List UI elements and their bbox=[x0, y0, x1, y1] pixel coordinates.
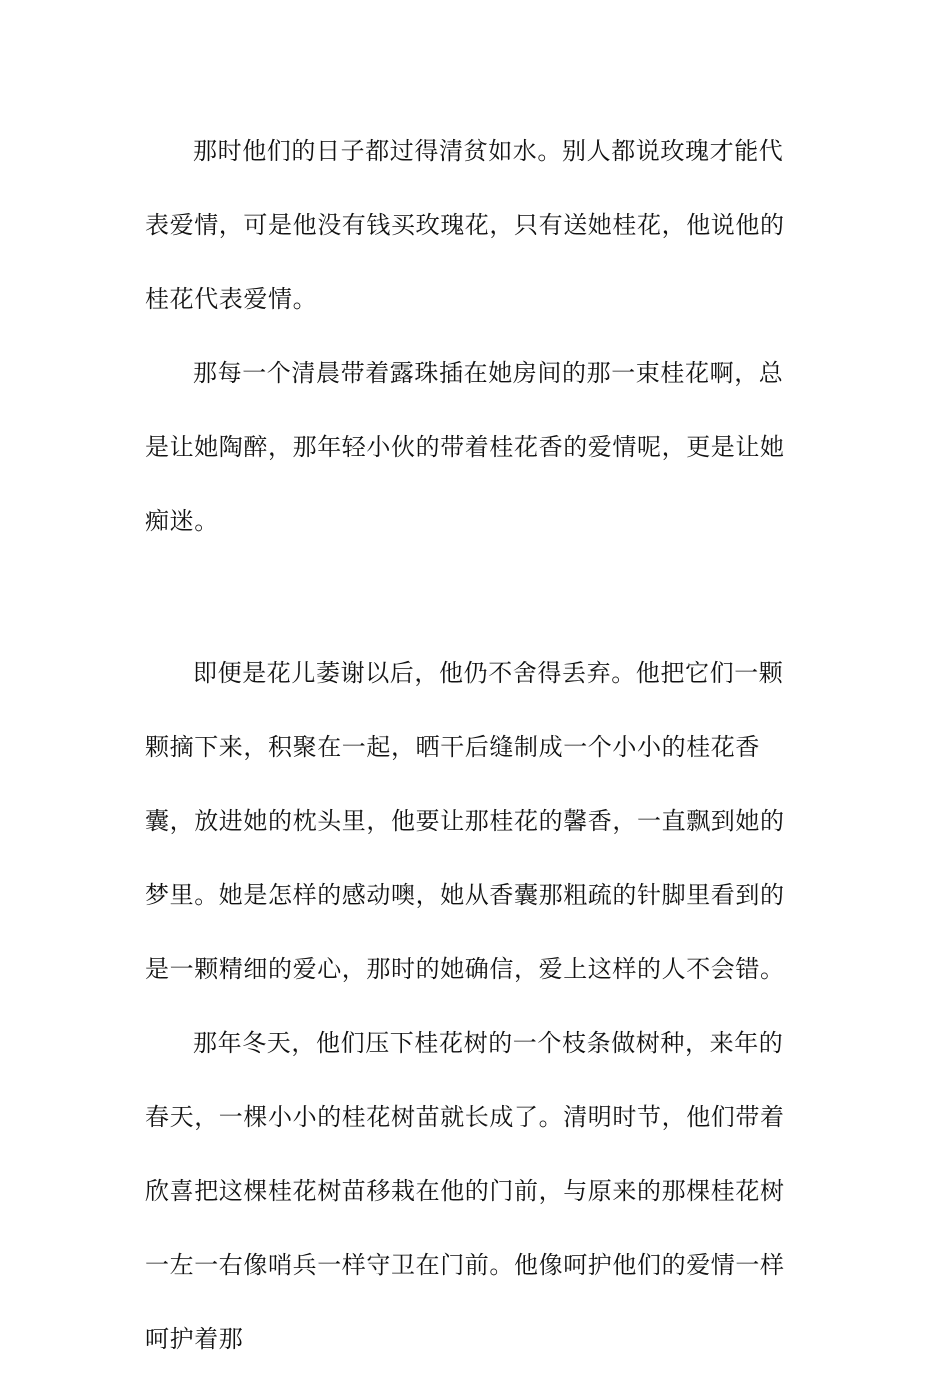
document-body bbox=[145, 114, 805, 1376]
paragraph-1: 那时他们的日子都过得清贫如水。别人都说玫瑰才能代表爱情，可是他没有钱买玫瑰花，只有送她桂花，他说他的桂花代表爱情。 bbox=[145, 137, 785, 313]
paragraph-spacer bbox=[145, 558, 805, 636]
paragraph-3: 即便是花儿萎谢以后，他仍不舍得丢弃。他把它们一颗颗摘下来，积聚在一起，晒干后缝制成一个小小的桂花香囊，放进她的枕头里，他要让那桂花的馨香，一直飘到她的梦里。她是怎样的感动噢，她从香囊那粗疏的针脚里看到的是一颗精细的爱心，那时的她确信，爱上这样的人不会错。 bbox=[145, 659, 785, 983]
paragraph-2: 那每一个清晨带着露珠插在她房间的那一束桂花啊，总是让她陶醉，那年轻小伙的带着桂花香的爱情呢，更是让她痴迷。 bbox=[145, 359, 785, 535]
paragraph-4: 那年冬天，他们压下桂花树的一个枝条做树种，来年的春天，一棵小小的桂花树苗就长成了。清明时节，他们带着欣喜把这棵桂花树苗移栽在他的门前，与原来的那棵桂花树一左一右像哨兵一样守卫在门前。他像呵护他们的爱情一样呵护着那 bbox=[145, 1029, 785, 1353]
